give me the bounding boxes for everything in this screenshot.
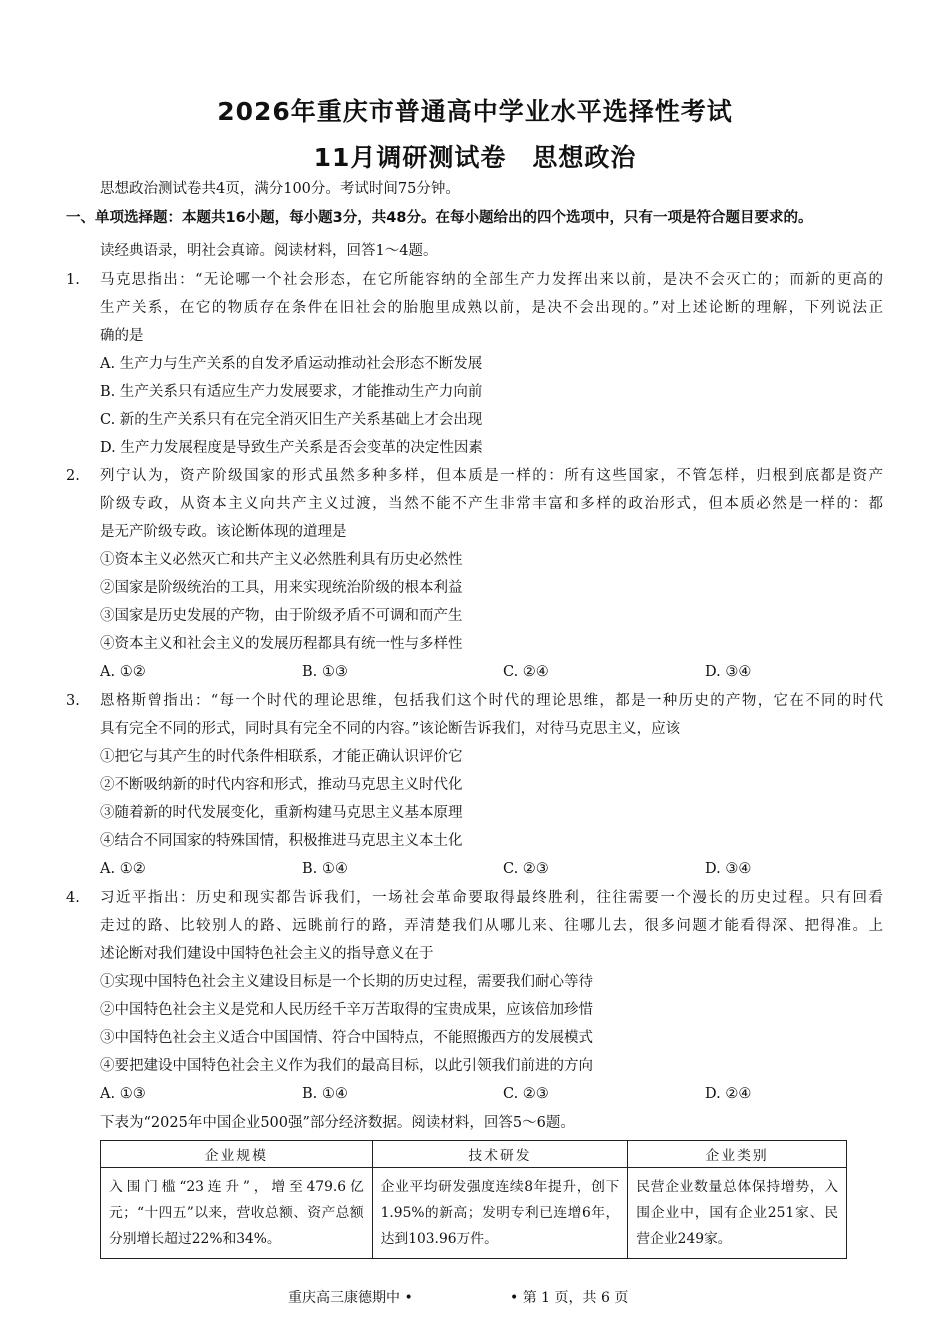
q3-item: ④结合不同国家的特殊国情，积极推进马克思主义本土化 (100, 833, 463, 849)
exam-subtitle: 11月调研测试卷 思想政治 (313, 143, 637, 172)
exam-intro: 思想政治测试卷共4页，满分100分。考试时间75分钟。 (100, 181, 460, 197)
q3-item: ②不断吸纳新的时代内容和形式，推动马克思主义时代化 (100, 777, 463, 793)
q1-stem-line: 马克思指出：“无论哪一个社会形态，在它所能容纳的全部生产力发挥出来以前，是决不会灭亡的；而新的更高的 (100, 272, 883, 288)
q2-option-b[interactable]: B. ①③ (302, 664, 348, 680)
q2-stem-line: 阶级专政，从资本主义向共产主义过渡，当然不能不产生非常丰富和多样的政治形式，但本质必然是一样的：都 (100, 496, 883, 512)
table-header-category: 企业类别 (628, 1141, 847, 1168)
table-cell-category: 民营企业数量总体保持增势，入围企业中，国有企业251家、民营企业249家。 (628, 1168, 847, 1259)
footer-source: 重庆高三康德期中 • (288, 1290, 413, 1306)
q1-option-a[interactable]: A. 生产力与生产关系的自发矛盾运动推动社会形态不断发展 (100, 356, 483, 372)
table-header-row (101, 1141, 847, 1168)
table-header-scale: 企业规模 (101, 1141, 373, 1168)
q2-item: ②国家是阶级统治的工具，用来实现统治阶级的根本利益 (100, 580, 463, 596)
exam-title: 2026年重庆市普通高中学业水平选择性考试 (217, 97, 733, 126)
q4-number: 4. (66, 890, 80, 906)
table-header-rd: 技术研发 (372, 1141, 628, 1168)
q4-option-a[interactable]: A. ①③ (100, 1086, 146, 1102)
q3-stem-line: 恩格斯曾指出：“每一个时代的理论思维，包括我们这个时代的理论思维，都是一种历史的产物，它在不同的时代 (100, 693, 883, 709)
q2-option-c[interactable]: C. ②④ (503, 664, 549, 680)
table-row (101, 1168, 847, 1259)
q4-option-c[interactable]: C. ②③ (503, 1086, 549, 1102)
q1-option-c[interactable]: C. 新的生产关系只有在完全消灭旧生产关系基础上才会出现 (100, 412, 483, 428)
q2-item: ④资本主义和社会主义的发展历程都具有统一性与多样性 (100, 636, 463, 652)
q2-stem-line: 列宁认为，资产阶级国家的形式虽然多种多样，但本质是一样的：所有这些国家，不管怎样，归根到底都是资产 (100, 468, 883, 484)
q4-item: ②中国特色社会主义是党和人民历经千辛万苦取得的宝贵成果，应该倍加珍惜 (100, 1002, 593, 1018)
q1-stem-line: 确的是 (100, 328, 144, 344)
enterprise-data-table (100, 1140, 847, 1259)
q3-item: ③随着新的时代发展变化，重新构建马克思主义基本原理 (100, 805, 463, 821)
section-heading: 一、单项选择题：本题共16小题，每小题3分，共48分。在每小题给出的四个选项中，只有一项是符合题目要求的。 (66, 210, 813, 226)
table-cell-rd: 企业平均研发强度连续8年提升，创下1.95%的新高；发明专利已连增6年，达到103.96万件。 (372, 1168, 628, 1259)
q1-stem-line: 生产关系，在它的物质存在条件在旧社会的胎胞里成熟以前，是决不会出现的。”对上述论断的理解，下列说法正 (100, 300, 883, 316)
q4-stem-line: 习近平指出：历史和现实都告诉我们，一场社会革命要取得最终胜利，往往需要一个漫长的历史过程。只有回看 (100, 890, 883, 906)
q3-item: ①把它与其产生的时代条件相联系，才能正确认识评价它 (100, 749, 463, 765)
q3-option-a[interactable]: A. ①② (100, 861, 146, 877)
q4-stem-line: 走过的路、比较别人的路、远眺前行的路，弄清楚我们从哪儿来、往哪儿去，很多问题才能看得深、把得准。上 (100, 918, 883, 934)
q2-item: ③国家是历史发展的产物，由于阶级矛盾不可调和而产生 (100, 608, 463, 624)
q4-option-b[interactable]: B. ①④ (302, 1086, 348, 1102)
q1-number: 1. (66, 272, 80, 288)
q2-stem-line: 是无产阶级专政。该论断体现的道理是 (100, 524, 347, 540)
q4-option-d[interactable]: D. ②④ (705, 1086, 752, 1102)
q2-item: ①资本主义必然灭亡和共产主义必然胜利具有历史必然性 (100, 552, 463, 568)
q3-option-b[interactable]: B. ①④ (302, 861, 348, 877)
lead-q1-4: 读经典语录，明社会真谛。阅读材料，回答1～4题。 (100, 243, 438, 259)
q2-option-d[interactable]: D. ③④ (705, 664, 752, 680)
q1-option-b[interactable]: B. 生产关系只有适应生产力发展要求，才能推动生产力向前 (100, 384, 483, 400)
q3-stem-line: 具有完全不同的形式，同时具有完全不同的内容。”该论断告诉我们，对待马克思主义，应该 (100, 721, 681, 737)
q3-option-c[interactable]: C. ②③ (503, 861, 549, 877)
q3-option-d[interactable]: D. ③④ (705, 861, 752, 877)
q2-number: 2. (66, 468, 80, 484)
q1-option-d[interactable]: D. 生产力发展程度是导致生产关系是否会变革的决定性因素 (100, 440, 483, 456)
footer-page-number: • 第 1 页，共 6 页 (510, 1290, 629, 1306)
q4-item: ③中国特色社会主义适合中国国情、符合中国特点，不能照搬西方的发展模式 (100, 1030, 593, 1046)
q4-stem-line: 述论断对我们建设中国特色社会主义的指导意义在于 (100, 946, 434, 962)
q4-item: ④要把建设中国特色社会主义作为我们的最高目标，以此引领我们前进的方向 (100, 1058, 593, 1074)
table-cell-scale: 入围门槛“23连升”，增至479.6亿元；“十四五”以来，营收总额、资产总额分别增长超过22%和34%。 (101, 1168, 373, 1259)
q4-item: ①实现中国特色社会主义建设目标是一个长期的历史过程，需要我们耐心等待 (100, 974, 593, 990)
lead-q5-6: 下表为“2025年中国企业500强”部分经济数据。阅读材料，回答5～6题。 (100, 1115, 575, 1131)
q2-option-a[interactable]: A. ①② (100, 664, 146, 680)
q3-number: 3. (66, 693, 80, 709)
